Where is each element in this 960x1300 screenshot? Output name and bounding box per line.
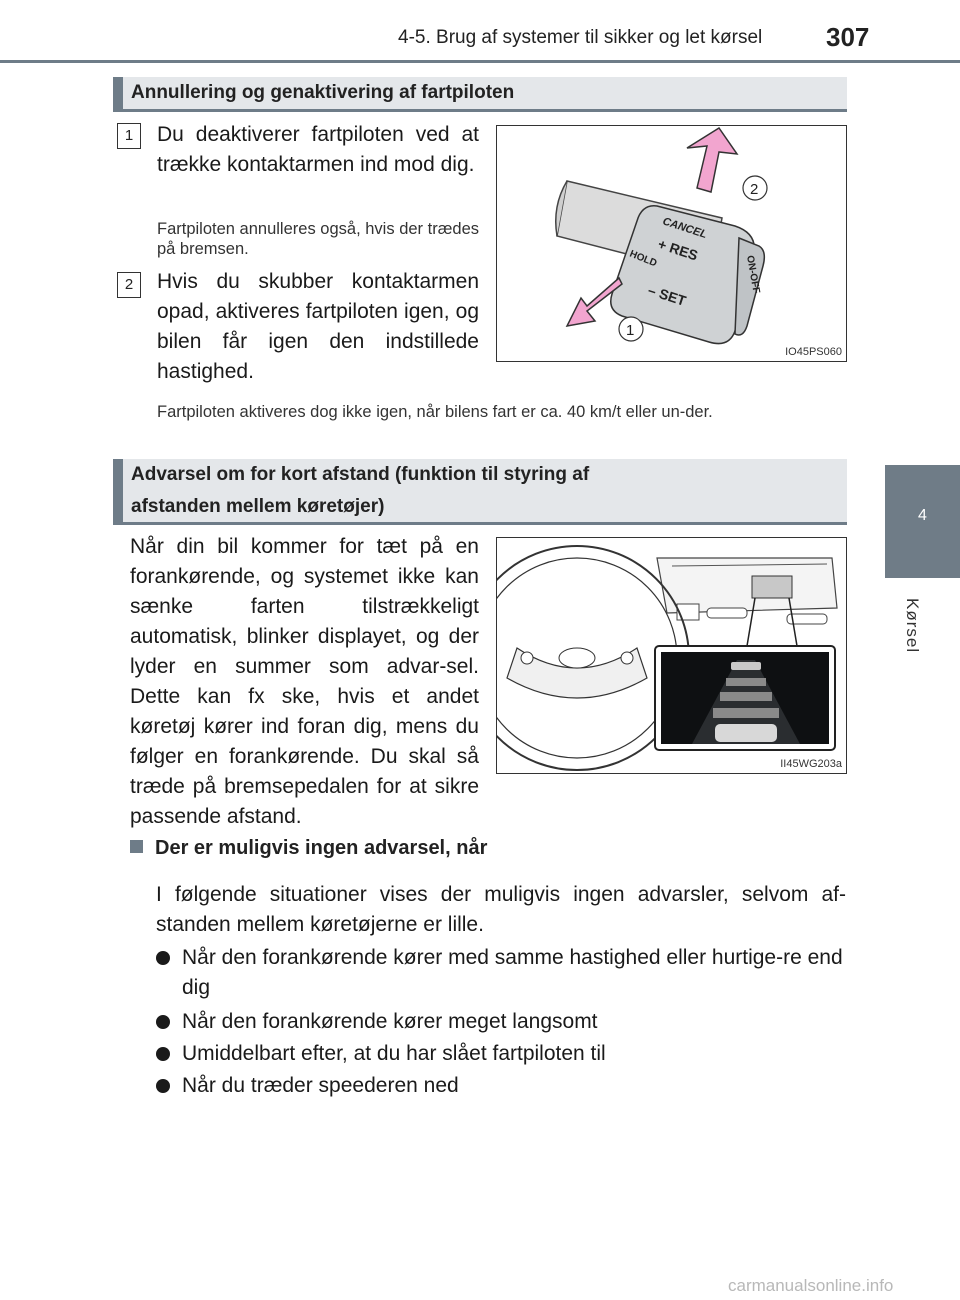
step-number-1: 1 — [117, 123, 141, 149]
figure-cruise-lever — [496, 125, 847, 362]
label-hold: HOLD — [627, 248, 659, 270]
step2-text: Hvis du skubber kontaktarmen opad, aktiveres fartpiloten igen, og bilen får igen den indstillede hastighed. — [157, 270, 479, 383]
step2-note: Fartpiloten aktiveres dog ikke igen, når bilens fart er ca. 40 km/t eller un-der. — [157, 403, 713, 421]
callout-2: 2 — [750, 181, 759, 198]
chapter-number: 4 — [918, 507, 927, 524]
square-bullet-icon — [130, 840, 143, 853]
bullet-dot-icon — [156, 1015, 170, 1029]
label-onoff: ON-OFF — [744, 254, 762, 295]
list-item-text: Når den forankørende kører med samme hastighed eller hurtige-re end dig — [182, 946, 843, 999]
page-number: 307 — [826, 22, 870, 52]
label-res: + RES — [656, 235, 700, 264]
chapter-tab — [885, 465, 960, 578]
list-item — [156, 1071, 846, 1101]
figure-code: II45WG203a — [780, 758, 842, 770]
subsection-heading — [130, 837, 487, 860]
bullet-dot-icon — [156, 1047, 170, 1061]
section-heading-warning — [113, 459, 847, 525]
list-item — [156, 943, 846, 1003]
list-item-text: Når du træder speederen ned — [182, 1074, 459, 1097]
section-title-line2: afstanden mellem køretøjer) — [131, 496, 385, 517]
label-cancel: CANCEL — [661, 215, 709, 242]
callout-1: 1 — [626, 322, 635, 339]
list-item — [156, 1007, 846, 1037]
lever-illustration — [497, 126, 846, 361]
watermark: carmanualsonline.info — [728, 1276, 894, 1295]
subsection-intro: I følgende situationer vises der muligvis ingen advarsler, selvom af-standen mellem køretøjerne er lille. — [156, 883, 846, 936]
list-item — [156, 1039, 846, 1069]
arrow-up-icon — [687, 128, 737, 192]
header-title: 4-5. Brug af systemer til sikker og let kørsel — [398, 27, 763, 48]
step1-note: Fartpiloten annulleres også, hvis der trædes på bremsen. — [157, 220, 479, 258]
section-heading-cancel — [113, 77, 847, 112]
figure-dashboard — [496, 537, 847, 774]
section-title: Annullering og genaktivering af fartpiloten — [131, 82, 515, 103]
section-title-line1: Advarsel om for kort afstand (funktion til styring af — [131, 464, 590, 485]
header-rule — [0, 60, 960, 63]
list-item-text: Umiddelbart efter, at du har slået fartpiloten til — [182, 1042, 606, 1065]
chapter-label: Kørsel — [903, 598, 922, 654]
bullet-dot-icon — [156, 1079, 170, 1093]
figure-code: IO45PS060 — [785, 346, 842, 358]
subsection-title: Der er muligvis ingen advarsel, når — [155, 837, 488, 859]
step-number-2: 2 — [117, 272, 141, 298]
warning-body: Når din bil kommer for tæt på en forankørende, og systemet ikke kan sænke farten tilstrækkeligt automatisk, blinker displayet, og der lyder en summer som advar-sel. Dette kan fx ske, hvis et andet køretøj kører ind foran dig, mens du følger en forankørende. Du skal så træde på bremsepedalen for at sikre passende afstand. — [130, 535, 479, 828]
step1-text: Du deaktiverer fartpiloten ved at trække kontaktarmen ind mod dig. — [157, 123, 479, 176]
label-set: – SET — [646, 281, 689, 309]
bullet-dot-icon — [156, 951, 170, 965]
list-item-text: Når den forankørende kører meget langsomt — [182, 1010, 598, 1033]
dashboard-illustration — [497, 538, 846, 773]
